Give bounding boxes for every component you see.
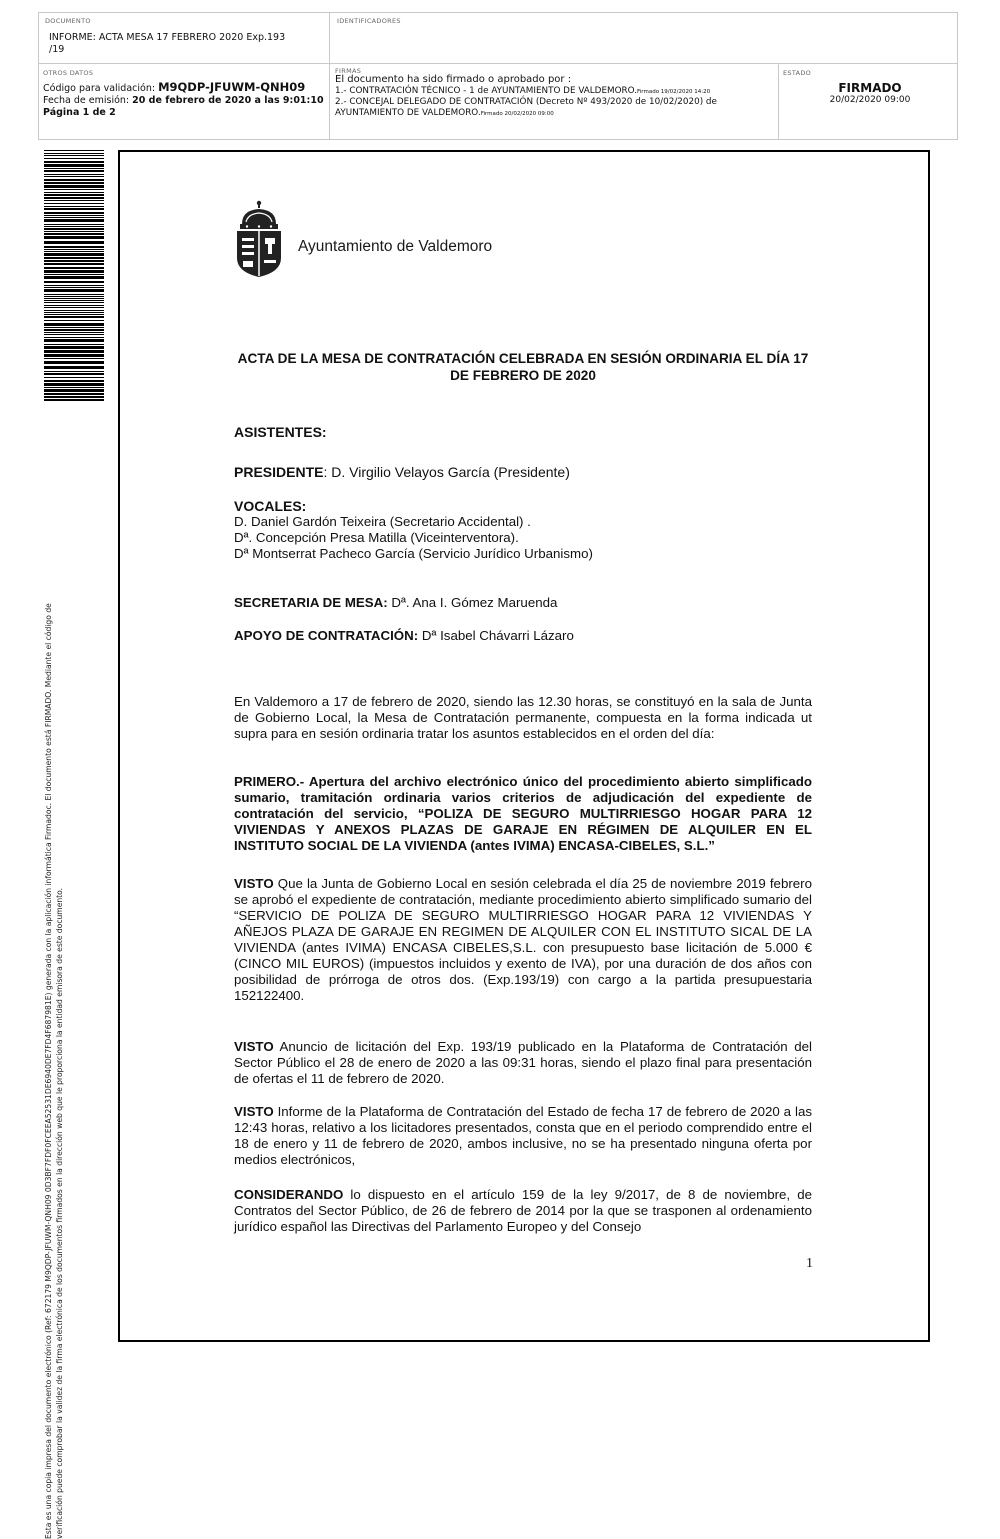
codigo-prefix: Código para validación: xyxy=(43,83,159,94)
vocales-label: VOCALES: xyxy=(234,498,307,514)
header-divider xyxy=(39,63,957,64)
visto-paragraph-2 xyxy=(234,1039,812,1087)
secretaria-value: Dª. Ana I. Gómez Maruenda xyxy=(391,595,558,610)
identificadores-label: IDENTIFICADORES xyxy=(337,17,401,25)
documento-label: DOCUMENTO xyxy=(45,17,91,25)
visto-text: Que la Junta de Gobierno Local en sesión celebrada el día 25 de noviembre 2019 febrero se aprobó el expediente de contratación, mediante procedimiento abierto simplificado sumario del “SERVICIO DE POLIZA DE SEGURO MULTIRRIESGO HOGAR PARA 12 VIVIENDAS Y AÑEJOS PLAZA DE GARAJE EN REGIMEN DE ALQUILER CON EL INSTITUTO SICAL DE LA VIVIENDA (antes IVIMA) ENCASA CIBELES,S.L. con presupuesto base licitación de 5.000 € (CINCO MIL EUROS) (impuestos incluidos y exento de IVA), por una duración de dos años con posibilidad de prórroga de otros dos. (Exp.193/19) con cargo a la partida presupuestaria 152122400. xyxy=(234,876,812,1003)
barcode-bar xyxy=(44,228,104,230)
visto-label: VISTO xyxy=(234,1039,274,1054)
title-line-2: DE FEBRERO DE 2020 xyxy=(450,368,596,383)
apoyo-line xyxy=(234,628,812,644)
documento-value xyxy=(45,32,325,56)
visto-text: Informe de la Plataforma de Contratación del Estado de fecha 17 de febrero de 2020 a las 12:43 horas, relativo a los licitadores presentados, consta que en el periodo comprendido entre el 18 de enero y 11 de febrero de 2020, ambos inclusive, no se ha presentado ninguna oferta por medios electrónicos, xyxy=(234,1104,812,1167)
estado-fecha: 20/02/2020 09:00 xyxy=(829,95,911,105)
fecha-value: 20 de febrero de 2020 a las 9:01:10 xyxy=(132,95,324,106)
considerando-text: lo dispuesto en el artículo 159 de la ley 9/2017, de 8 de noviembre, de Contratos del Sector Público, de 26 de febrero de 2014 por la que se trasponen al ordenamiento jurídico español las Directivas del Parlamento Europeo y del Consejo xyxy=(234,1187,812,1234)
barcode-bar xyxy=(44,217,104,218)
documento-cell xyxy=(45,17,325,56)
barcode-bar xyxy=(44,215,104,216)
barcode-bar xyxy=(44,164,104,167)
barcode-bar xyxy=(44,153,104,154)
barcode-bar xyxy=(44,179,104,181)
barcode-bar xyxy=(44,208,104,210)
page-number: 1 xyxy=(806,1256,813,1271)
barcode-bar xyxy=(44,158,104,159)
presidente-line xyxy=(234,464,812,480)
primero-paragraph: PRIMERO.- Apertura del archivo electrónico único del procedimiento abierto simplificado sumario, tramitación ordinaria varios criterios de adjudicación del expediente de contratación del servicio, “POLIZA DE SEGURO MULTIRRIESGO HOGAR PARA 12 VIVIENDAS Y ANEXOS PLAZAS DE GARAJE EN RÉGIMEN DE ALQUILER EN EL INSTITUTO SOCIAL DE LA VIVIENDA (antes IVIMA) ENCASA-CIBELES, S.L.” xyxy=(234,774,812,853)
barcode-bar xyxy=(44,233,104,235)
presidente-label: PRESIDENTE xyxy=(234,464,324,480)
firmas-label: FIRMAS xyxy=(335,67,362,75)
estado-cell xyxy=(783,69,957,105)
barcode-bar xyxy=(44,161,104,163)
firmas-cell xyxy=(335,67,775,119)
visto-paragraph-1 xyxy=(234,876,812,1004)
firma-2a: 2.- CONCEJAL DELEGADO DE CONTRATACIÓN (Decreto Nº 493/2020 de 10/02/2020) de xyxy=(335,97,717,107)
pagina-info: Página 1 de 2 xyxy=(43,107,116,118)
barcode-bar xyxy=(44,155,104,156)
title-line-1: ACTA DE LA MESA DE CONTRATACIÓN CELEBRADA EN SESIÓN ORDINARIA EL DÍA 17 xyxy=(237,351,809,366)
documento-line-2: /19 xyxy=(49,44,65,55)
barcode-bar xyxy=(44,189,104,190)
header-divider xyxy=(778,63,779,140)
secretaria-line xyxy=(234,595,812,611)
intro-paragraph: En Valdemoro a 17 de febrero de 2020, siendo las 12.30 horas, se constituyó en la sala de Junta de Gobierno Local, la Mesa de Contratación permanente, compuesta en la forma indicada ut supra para en sesión ordinaria tratar los asuntos establecidos en el orden del día: xyxy=(234,694,812,741)
documento-line-1: INFORME: ACTA MESA 17 FEBRERO 2020 Exp.193 xyxy=(49,32,286,43)
document-title xyxy=(234,350,812,384)
visto-label: VISTO xyxy=(234,876,274,891)
considerando-label: CONSIDERANDO xyxy=(234,1187,344,1202)
visto-text: Anuncio de licitación del Exp. 193/19 publicado en la Plataforma de Contratación del Sector Público el 28 de enero de 2020 a las 09:31 horas, siendo el plazo final para presentación de ofertas el 11 de febrero de 2020. xyxy=(234,1039,812,1086)
barcode-bar xyxy=(44,200,104,201)
barcode-bar xyxy=(44,219,104,222)
barcode-bar xyxy=(44,246,104,248)
barcode-bar xyxy=(44,185,104,188)
firma-1-text: 1.- CONTRATACIÓN TÉCNICO - 1 de AYUNTAMIENTO DE VALDEMORO. xyxy=(335,85,638,96)
barcode-bar xyxy=(44,197,104,199)
fecha-emision xyxy=(43,95,325,107)
vocales-block xyxy=(234,498,812,562)
barcode-bar xyxy=(44,182,104,184)
considerando-paragraph xyxy=(234,1187,812,1235)
firma-1 xyxy=(335,86,775,98)
asistentes-heading: ASISTENTES: xyxy=(234,424,327,440)
barcode-bar xyxy=(44,231,104,232)
firmas-intro: El documento ha sido firmado o aprobado por : xyxy=(335,74,572,85)
barcode-bar xyxy=(44,174,104,175)
vocal-item: Dª. Concepción Presa Matilla (Viceinterventora). xyxy=(234,530,519,545)
verification-side-text xyxy=(43,249,73,1539)
organization-name: Ayuntamiento de Valdemoro xyxy=(298,238,493,255)
side-text-line-1: Esta es una copia impresa del documento electrónico (Ref: 672179 M9QDP-JFUWM-QNH09 0D3BF7FDF0FCEEA52531DE6940DE7FD4F687981E) generada con la aplicación informática Firmadoc. El documento está FIRMADO. Mediante el código de xyxy=(44,603,53,1539)
estado-value: FIRMADO xyxy=(838,81,902,95)
barcode-bar xyxy=(44,192,104,193)
visto-paragraph-3 xyxy=(234,1104,812,1168)
barcode-bar xyxy=(44,194,104,196)
fecha-prefix: Fecha de emisión: xyxy=(43,95,133,106)
codigo-validacion xyxy=(43,81,325,95)
vocal-item: D. Daniel Gardón Teixeira (Secretario Accidental) . xyxy=(234,514,531,529)
barcode-bar xyxy=(44,224,104,225)
visto-label: VISTO xyxy=(234,1104,274,1119)
barcode-bar xyxy=(44,212,104,214)
barcode-bar xyxy=(44,241,104,244)
barcode-bar xyxy=(44,203,104,204)
header-divider xyxy=(329,13,330,140)
firma-1-date: Firmado 19/02/2020 14:20 xyxy=(637,88,711,95)
firma-2b xyxy=(335,108,775,120)
apoyo-label: APOYO DE CONTRATACIÓN: xyxy=(234,628,422,643)
vocal-item: Dª Montserrat Pacheco García (Servicio Jurídico Urbanismo) xyxy=(234,546,593,561)
barcode-bar xyxy=(44,168,104,169)
barcode-bar xyxy=(44,176,104,177)
estado-label: ESTADO xyxy=(783,69,812,77)
signature-header-table xyxy=(38,12,958,140)
secretaria-label: SECRETARIA DE MESA: xyxy=(234,595,392,610)
barcode-bar xyxy=(44,206,104,207)
apoyo-value: Dª Isabel Chávarri Lázaro xyxy=(421,628,574,643)
identificadores-cell xyxy=(337,17,401,25)
codigo-value: M9QDP-JFUWM-QNH09 xyxy=(158,80,306,94)
firma-2-text: AYUNTAMIENTO DE VALDEMORO. xyxy=(335,107,481,118)
barcode-bar xyxy=(44,226,104,227)
presidente-value: : D. Virgilio Velayos García (Presidente) xyxy=(323,464,570,480)
barcode-bar xyxy=(44,236,104,239)
otros-datos-cell xyxy=(43,69,325,119)
barcode-bar xyxy=(44,170,104,172)
side-text-line-2: verificación puede comprobar la validez de la firma electrónica de los documentos firmados en la dirección web que le proporciona la entidad emisora de este documento. xyxy=(55,887,64,1539)
coat-of-arms-logo xyxy=(234,200,284,278)
otros-datos-label: OTROS DATOS xyxy=(43,69,94,77)
barcode-bar xyxy=(44,150,104,151)
firma-2-date: Firmado 20/02/2020 09:00 xyxy=(480,110,554,117)
